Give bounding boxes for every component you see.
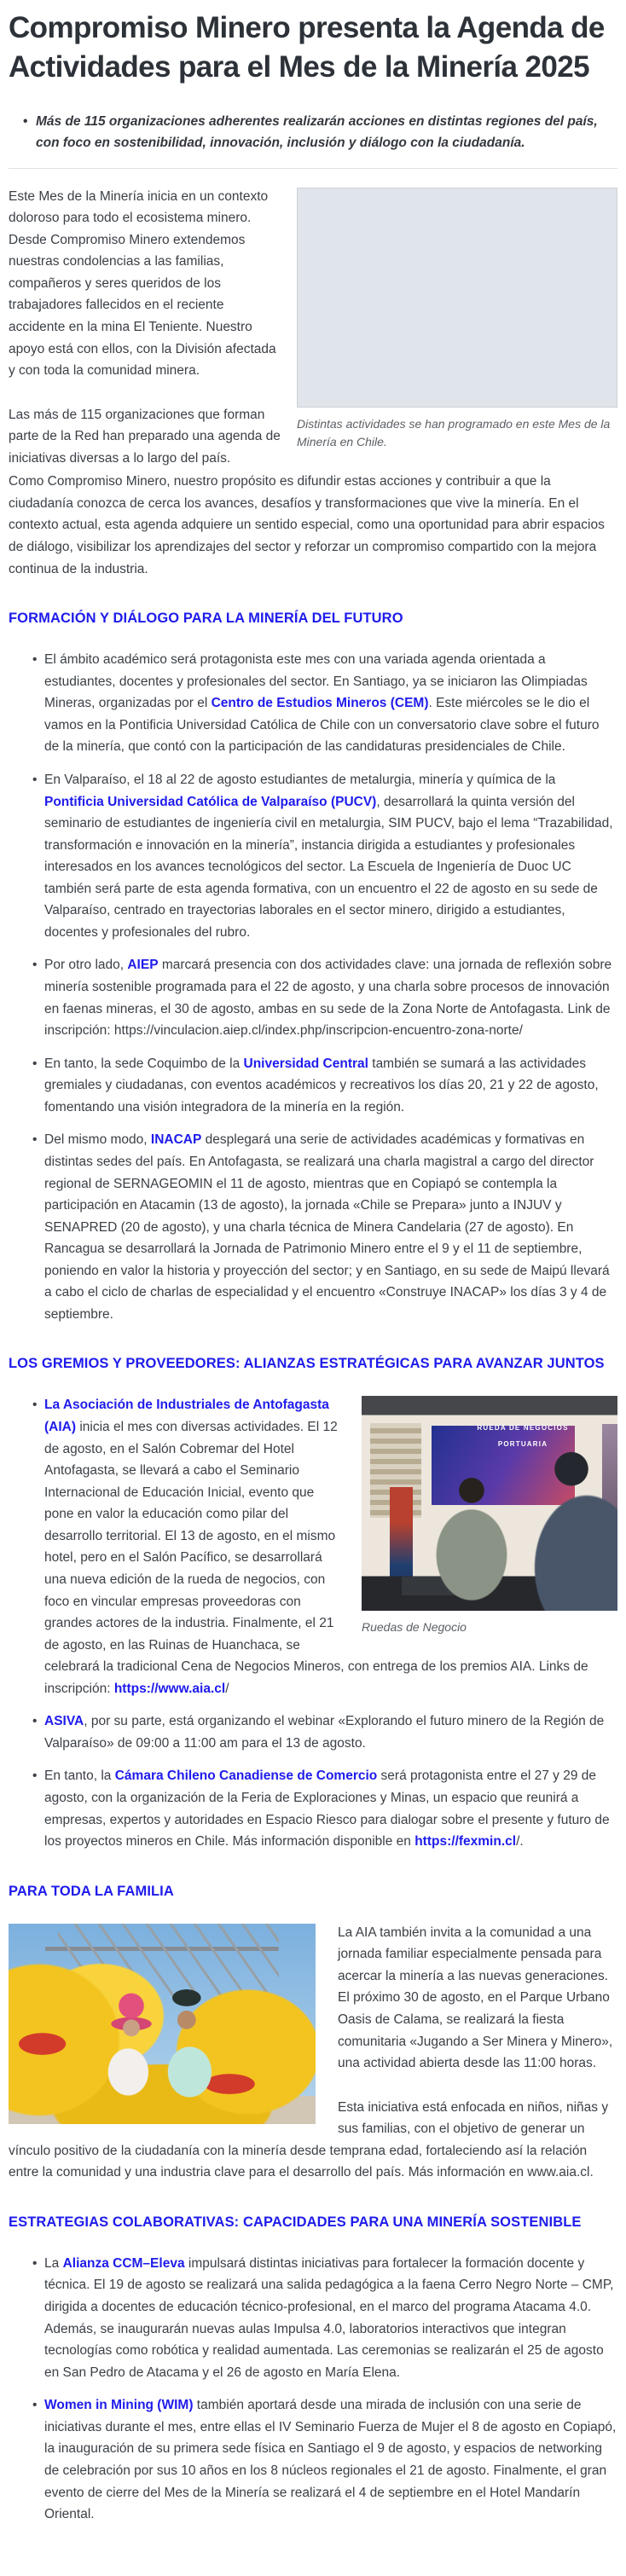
page-title: Compromiso Minero presenta la Agenda de Actividades para el Mes de la Minería 2025 [9,11,605,84]
link-inacap[interactable]: INACAP [150,1132,202,1148]
business-meeting-photo [362,1396,617,1611]
list-item [44,1394,617,1699]
figure-family-kids [9,1924,316,2124]
link-aia[interactable]: La Asociación de Industriales de Antofagasta (AIA) [44,1398,329,1435]
link-camara-chileno-canadiense[interactable]: Cámara Chileno Canadiense de Comercio [114,1768,378,1784]
lead-summary-list [9,111,617,153]
section-heading-familia: PARA TODA LA FAMILIA [9,1883,174,1899]
conference-photo-caption: Distintas actividades se han programado en este Mes de la Minería en Chile. [297,416,611,449]
intro-paragraph-3: Como Compromiso Minero, nuestro propósito es difundir estas acciones y contribuir a que la ciudadanía conozca de cerca los avances, desafíos y transformaciones que vive la minería. En el contexto actual, esta agenda adquiere un sentido especial, como una oportunidad para abrir espacios de diálogo, visibilizar los aprendizajes del sector y reforzar un compromiso compartido con la mejora continua de la industria. [9,474,605,576]
list-item [44,649,617,758]
link-aiep[interactable]: AIEP [127,958,159,973]
article-body [9,186,617,2537]
link-universidad-central[interactable]: Universidad Central [243,1056,368,1071]
section-heading-gremios: LOS GREMIOS Y PROVEEDORES: ALIANZAS ESTRATÉGICAS PARA AVANZAR JUNTOS [9,1356,605,1372]
photo-screen-line: PORTUARIA [497,1440,548,1449]
familia-paragraph-1: La AIA también invita a la comunidad a una jornada familiar especialmente pensada para acercar la minería a las nuevas generaciones. El próximo 30 de agosto, en el Parque Urbano Oasis de Calama, se realizará la fiesta comunitaria «Jugando a Ser Minera y Minero», una actividad abierta desde las 11:00 horas. [338,1925,613,2071]
item-text: también aportará desde una mirada de inclusión con una serie de iniciativas durante el mes, entre ellas el IV Seminario Fuerza de Mujer el 8 de agosto en Copiapó, la inauguración de su primera sede física en Santiago el 9 de agosto, y espacios de networking de celebración por sus 10 años en los 8 núcleos regionales el 21 de agosto. Finalmente, el gran evento de cierre del Mes de la Minería se realizará el 4 de septiembre en el Hotel Mandarín Oriental. [44,2398,617,2522]
figure-conference [297,188,617,452]
list-item [44,1053,617,1119]
item-text: / [225,1681,229,1696]
list-item [44,2394,617,2525]
section-heading-formacion: FORMACIÓN Y DIÁLOGO PARA LA MINERÍA DEL FUTURO [9,611,403,627]
estrategias-list [9,2253,617,2526]
link-ccm-eleva[interactable]: Alianza CCM–Eleva [62,2255,185,2271]
section-heading-estrategias: ESTRATEGIAS COLABORATIVAS: CAPACIDADES PARA UNA MINERÍA SOSTENIBLE [9,2214,582,2230]
item-text: En Valparaíso, el 18 al 22 de agosto estudiantes de metalurgia, minería y química de la [44,772,556,787]
conference-photo [297,188,617,408]
lead-summary-item: • Más de 115 organizaciones adherentes realizarán acciones en distintas regiones del país, con foco en sostenibilidad, innovación, inclusión y diálogo con la ciudadanía. [36,111,617,153]
divider [9,168,617,169]
item-text: , desarrollará la quinta versión del seminario de estudiantes de ingeniería civil en metalurgia, SIM PUCV, bajo el lema “Trazabilidad, transformación e innovación en la minería”, instancia dirigida a estudiantes y profesionales interesados en los avances tecnológicos del sector. La Escuela de Ingeniería de Duoc UC también será parte de esta agenda formativa, con un encuentro el 22 de agosto en su sede de Valparaíso, centrado en trayectorias laborales en el sector minero, dirigido a estudiantes, docentes y profesionales del rubro. [44,794,613,940]
figure-ruedas-negocio [362,1396,617,1637]
item-text: , por su parte, está organizando el webinar «Explorando el futuro minero de la Región de Valparaíso» de 09:00 a 11:00 am para el 13 de agosto. [44,1714,605,1751]
link-asiva[interactable]: ASIVA [44,1714,84,1729]
item-text: . Este miércoles se le dio el vamos en la Pontificia Universidad Católica de Chile con un conversatorio clave sobre el futuro de la minería, que contó con la participación de las candidaturas presidenciales de Chile. [44,696,600,755]
item-text: /. [516,1834,524,1850]
formacion-list [9,649,617,1325]
item-text: Del mismo modo, [44,1132,151,1148]
item-text: El ámbito académico será protagonista este mes con una variada agenda orientada a estudiantes, docentes y profesionales del sector. En Santiago, ya se iniciaron las Olimpiadas Mineras, organizadas por el [44,652,588,711]
link-aia-url[interactable]: https://www.aia.cl [113,1681,226,1696]
familia-paragraph-2: Esta iniciativa está enfocada en niños, niñas y sus familias, con el objetivo de generar un vínculo positivo de la ciudadanía con la minería desde temprana edad, fortaleciendo así la relación entre la comunidad y una industria clave para el desarrollo del país. Más información en www.aia.cl. [9,2099,609,2180]
list-item [44,954,617,1041]
link-cem[interactable]: Centro de Estudios Mineros (CEM) [211,696,429,711]
list-item [44,1129,617,1325]
link-fexmin-url[interactable]: https://fexmin.cl [414,1834,517,1850]
link-women-in-mining[interactable]: Women in Mining (WIM) [44,2398,194,2413]
item-text: En tanto, la [44,1768,115,1784]
ruedas-photo-caption: Ruedas de Negocio [362,1620,467,1635]
list-item [44,769,617,944]
item-text: inicia el mes con diversas actividades. El 12 de agosto, en el Salón Cobremar del Hotel Antofagasta, se llevará a cabo el Seminario Internacional de Educación Inicial, evento que pone en valor la educación como pilar del desarrollo territorial. El 13 de agosto, en el mismo hotel, pero en el Salón Pacífico, se desarrollará una nueva edición de la rueda de negocios, con foco en vincular empresas proveedoras con grandes actores de la industria. Finalmente, el 21 de agosto, en las Ruinas de Huanchaca, se celebrará la tradicional Cena de Negocios Mineros, con entrega de los premios AIA. Links de inscripción: [44,1420,588,1696]
list-item [44,1711,617,1754]
intro-paragraph-1: Este Mes de la Minería inicia en un contexto doloroso para todo el ecosistema minero. Desde Compromiso Minero extendemos nuestras condolencias a las familias, compañeros y seres queridos de los trabajadores fallecidos en el reciente accidente en la mina El Teniente. Nuestro apoyo está con ellos, con la División afectada y con toda la comunidad minera. [9,188,276,379]
photo-screen-line: • RUEDA DE NEGOCIOS [477,1424,569,1433]
item-text: La [44,2255,63,2271]
item-text: marcará presencia con dos actividades clave: una jornada de reflexión sobre minería sostenible programada para el 22 de agosto, y una charla sobre procesos de innovación en faenas mineras, el 30 de agosto, ambas en su sede de la Zona Norte de Antofagasta. Link de inscripción: https://vinculacion.aiep.cl/index.php/inscripcion-encuentro-zona-norte/ [44,958,612,1039]
item-text: también se sumará a las actividades gremiales y ciudadanas, con eventos académicos y recreativos los días 20, 21 y 22 de agosto, fomentando una visión integradora de la minería en la región. [44,1056,599,1114]
photo-screen-text [456,1420,589,1452]
item-text: Por otro lado, [44,958,128,973]
link-pucv[interactable]: Pontificia Universidad Católica de Valparaíso (PUCV) [44,794,377,809]
item-text: desplegará una serie de actividades académicas y formativas en distintas sedes del país. En Antofagasta, se realizará una charla magistral a cargo del director regional de SERNAGEOMIN el 11 de agosto, mientras que en Copiapó se contempla la participación en Atacamin (13 de agosto), la jornada «Chile se Prepara» junto a INJUV y SENAPRED (20 de agosto), y una charla técnica de Minera Candelaria (27 de agosto). En Rancagua se desarrollará la Jornada de Patrimonio Minero entre el 9 y el 11 de septiembre, poniendo en valor la historia y proyección del sector; y en Santiago, en su sede de Maipú llevará a cabo el ciclo de charlas de especialidad y el encuentro «Construye INACAP» los días 3 y 4 de septiembre. [44,1132,610,1322]
gremios-list [9,1394,617,1852]
item-text: impulsará distintas iniciativas para fortalecer la formación docente y técnica. El 19 de agosto se realizará una salida pedagógica a la faena Cerro Negro Norte – CMP, dirigida a docentes de educación técnico-profesional, en el marco del programa Atacama 4.0. Además, se inaugurarán nuevas aulas Impulsa 4.0, laboratorios interactivos que integran tecnologías como robótica y realidad aumentada. Las ceremonias se realizarán el 25 de agosto en San Pedro de Atacama y el 26 de agosto en María Elena. [44,2255,614,2380]
intro-paragraph-2: Las más de 115 organizaciones que forman parte de la Red han preparado una agenda de iniciativas diversas a lo largo del país. [9,407,281,466]
item-text: será protagonista entre el 27 y 29 de agosto, con la organización de la Feria de Exploraciones y Minas, un espacio que reunirá a empresas, expertos y autoridades en Espacio Riesco para dialogar sobre el presente y futuro de los proyectos mineros en Chile. Más información disponible en [44,1768,610,1850]
list-item [44,1765,617,1852]
kids-ride-photo [9,1924,316,2124]
item-text: En tanto, la sede Coquimbo de la [44,1056,244,1071]
list-item [44,2253,617,2383]
